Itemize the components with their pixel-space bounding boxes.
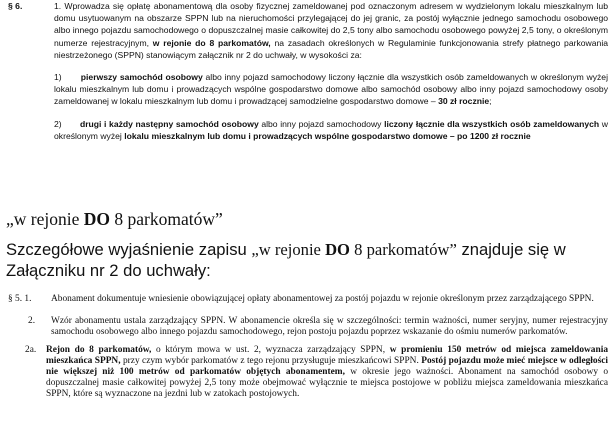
section-5-lead: § 5. 1. — [8, 294, 32, 304]
section-5-paragraph-1: § 5. 1. Abonament dokumentuje wniesienie obowiązującej opłaty abonamentowej za postój pojazdu w rejonie określonym przez zarządzającego SPPN. — [8, 294, 594, 304]
section-6-item-1: 1) pierwszy samochód osobowy albo inny pojazd samochodowy liczony łącznie dla wszystkich osób zameldowanych w określonym wyżej lokalu mieszkalnym lub domu i prowadzących wspólne gospodarstwo domowe albo samochód osobowy albo inny pojazd samochodowy osoby zameldowanej w lokalu mieszkalnym lub domu i prowadzącej samodzielne gospodarstwo domowe – 30 zł rocznie; — [54, 72, 608, 107]
section-5 — [8, 294, 608, 401]
section-5-paragraph-2a: 2a. Rejon do 8 parkomatów, o którym mowa w ust. 2, wyznacza zarządzający SPPN, w promieniu 150 metrów od miejsca zameldowania mieszkańca SPPN, przy czym wybór parkomatów z tego rejonu przysługuje mieszkańcowi SPPN. Postój pojazdu może mieć miejsce w odległości nie większej niż 100 metrów od parkomatów objętych abonamentem, w okresie jego ważności. Abonament na samochód osobowy o dopuszczalnej masie całkowitej powyżej 2,5 tony może obejmować wyłącznie te miejsca postojowe w pobliżu miejsca zameldowania mieszkańca SPPN, które są wyznaczone na jezdni lub w zatokach postojowych. — [25, 344, 609, 400]
paragraph-2-number: 2. — [28, 316, 36, 327]
paragraph-2a-number: 2a. — [25, 344, 37, 355]
section-6-number: § 6. — [8, 1, 23, 11]
section-6-item-2: 2) drugi i każdy następny samochód osobowy albo inny pojazd samochodowy liczony łącznie dla wszystkich osób zameldowanych w określonym wyżej lokalu mieszkalnym lub domu i prowadzących wspólne gospodarstwo domowe – po 1200 zł rocznie — [54, 118, 609, 141]
section-6-body — [54, 0, 608, 142]
item-1-price: 30 zł rocznie — [438, 96, 490, 107]
item-2-number: 2) — [54, 118, 62, 129]
explanation-subtitle: Szczegółowe wyjaśnienie zapisu „w rejonie DO 8 parkomatów” znajduje się w Załączniku nr 2 do uchwały: — [6, 240, 566, 280]
quote-heading: „w rejonie DO 8 parkomatów” — [6, 209, 223, 229]
item-1-number: 1) — [54, 72, 62, 83]
section-5-paragraph-2: 2. Wzór abonamentu ustala zarządzający SPPN. W abonamencie określa się w szczególności: termin ważności, numer seryjny, numer rejestracyjny samochodu osobowego albo innego pojazdu samochodowego, rejon postoju pojazdu poprzez wskazanie do ośmiu numerów parkomatów. — [28, 316, 608, 338]
section-6 — [8, 0, 608, 142]
section-6-intro: 1. Wprowadza się opłatę abonamentową dla osoby fizycznej zameldowanej pod oznaczonym adresem w wydzielonym lokalu mieszkalnym lub domu usytuowanym na obszarze SPPN lub na nieruchomości przylegającej do jej granic, za postój wyłącznie jednego samochodu osobowego albo innego pojazdu samochodowego o dopuszczalnej masie całkowitej do 2,5 tony albo samochodu osobowego powyżej 2,5 tony, o określonym numerze rejestracyjnym, w rejonie do 8 parkomatów, na zasadach określonych w Regulaminie funkcjonowania strefy płatnego parkowania niestrzeżonego (SPPN) stanowiącym załącznik nr 2 do uchwały, w wysokości za: — [54, 1, 609, 60]
